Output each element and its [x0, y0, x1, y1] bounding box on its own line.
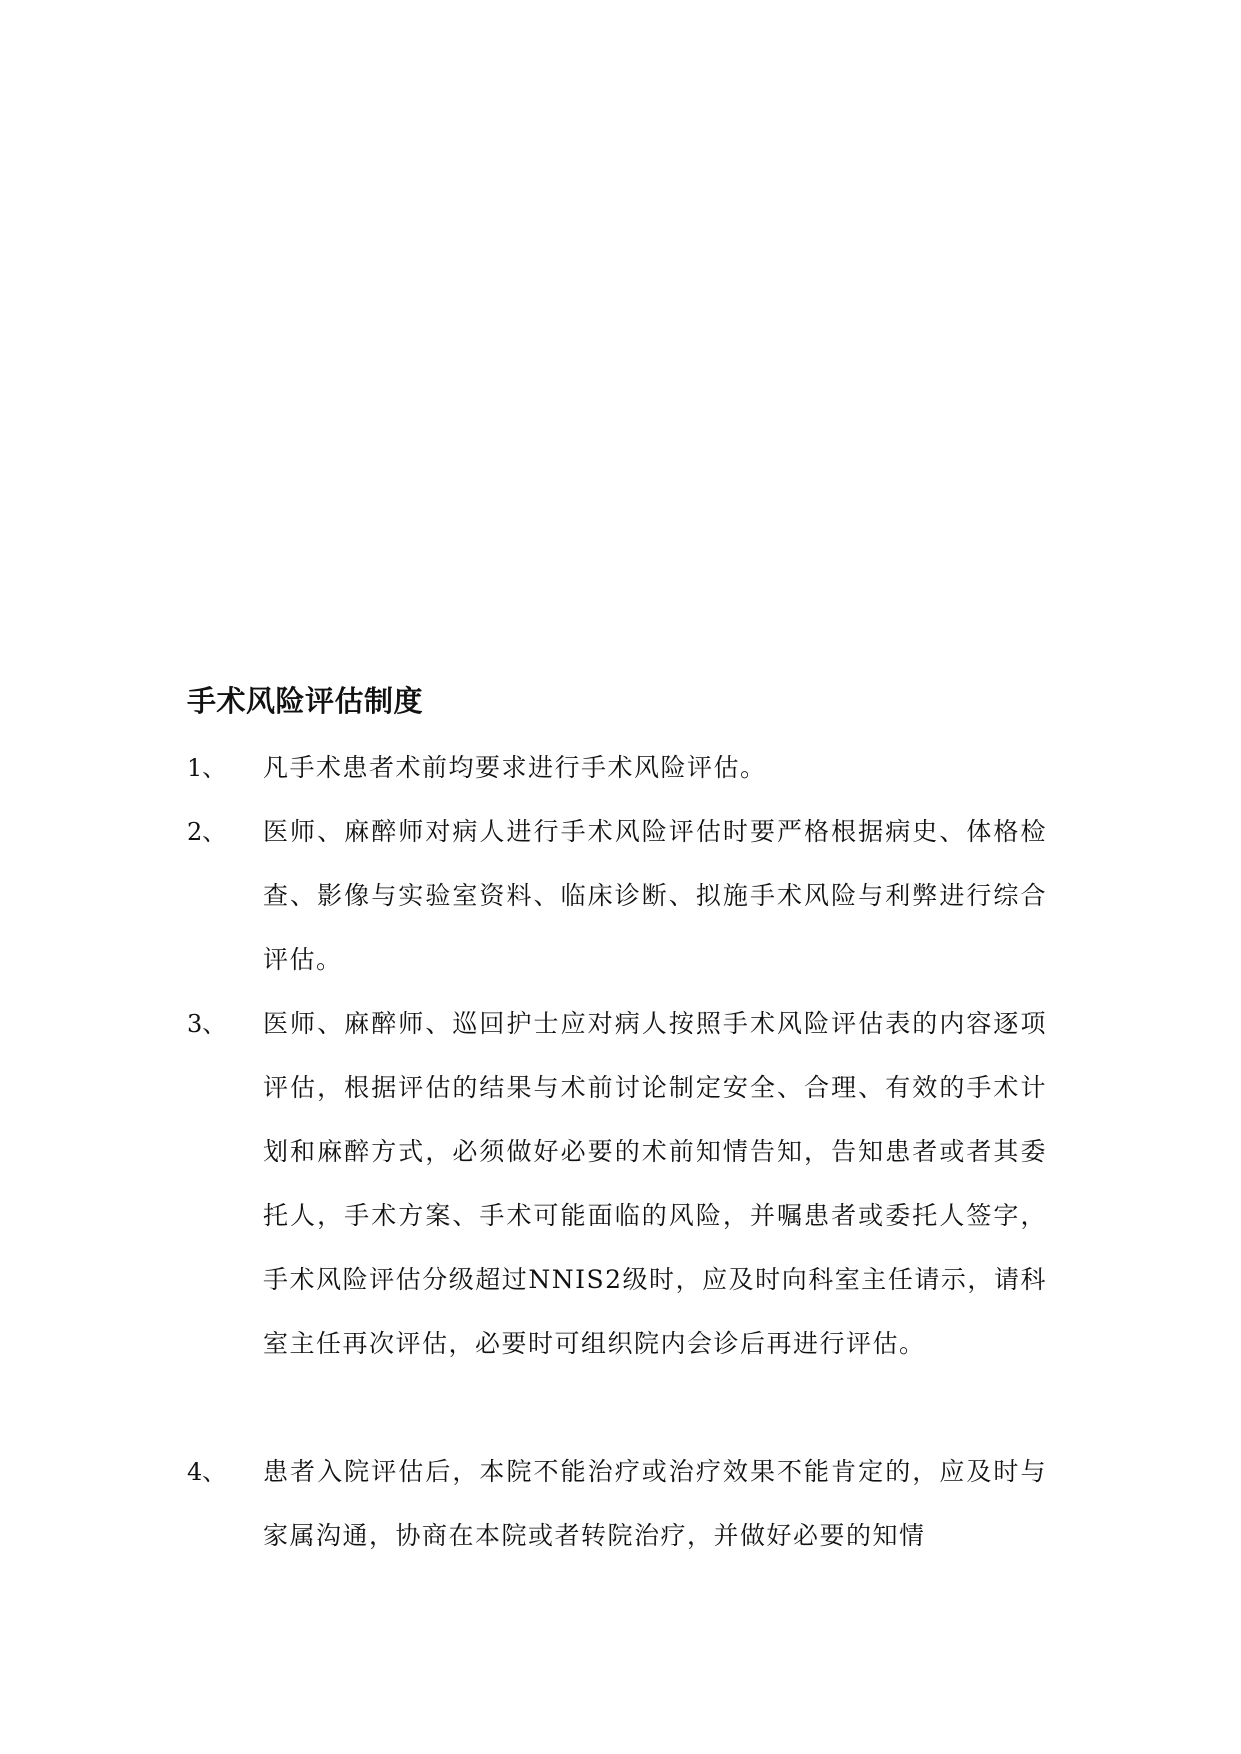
item-text: 医师、麻醉师、巡回护士应对病人按照手术风险评估表的内容逐项评估，根据评估的结果与术前讨论制定安全、合理、有效的手术计划和麻醉方式，必须做好必要的术前知情告知，告知患者或者其委托人，手术方案、手术可能面临的风险，并嘱患者或委托人签字，手术风险评估分级超过NNIS2级时，应及时向科室主任请示，请科室主任再次评估，必要时可组织院内会诊后再进行评估。 [263, 1009, 1047, 1358]
item-number: 1、 [187, 754, 227, 782]
item-number: 3、 [187, 1010, 227, 1038]
item-text: 患者入院评估后，本院不能治疗或治疗效果不能肯定的，应及时与家属沟通，协商在本院或者转院治疗，并做好必要的知情 [263, 1457, 1047, 1550]
item-number: 2、 [187, 818, 227, 846]
item-number: 4、 [187, 1458, 227, 1486]
policy-item-4 [187, 1440, 1067, 1568]
item-text: 医师、麻醉师对病人进行手术风险评估时要严格根据病史、体格检查、影像与实验室资料、临床诊断、拟施手术风险与利弊进行综合评估。 [263, 817, 1047, 974]
policy-item-2 [187, 800, 1067, 992]
item-text: 凡手术患者术前均要求进行手术风险评估。 [263, 753, 767, 782]
policy-item-1 [187, 736, 1067, 800]
document-title: 手术风险评估制度 [187, 684, 424, 718]
policy-item-3 [187, 992, 1067, 1376]
